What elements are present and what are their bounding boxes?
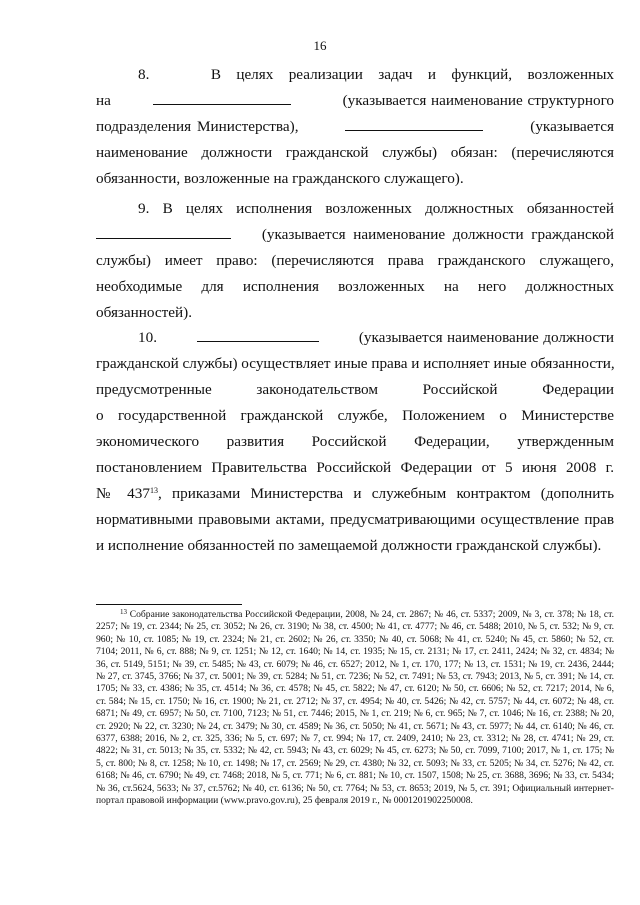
p10-line-1 <box>96 325 614 351</box>
p9-line-3: службы) имеет право: (перечисляются права гражданского служащего, <box>96 252 614 269</box>
p9-line-2 <box>96 222 614 248</box>
p8-line-2a: на <box>96 92 111 109</box>
footnote-ref-13[interactable]: 13 <box>149 486 158 495</box>
p9-line-5: обязанностей). <box>96 304 192 321</box>
p10-number: 10. <box>138 329 157 346</box>
footnote-text: Собрание законодательства Российской Федерации, 2008, № 24, ст. 2867; № 46, ст. 5337; 2009, № 3, ст. 378; № 18, ст. 2257; № 19, ст. 2344; № 25, ст. 3052; № 26, ст. 3190; № 38, ст. 4500; № 41, ст. 4777; № 46, ст. 5488; 2010, № 5, ст. 532; № 9, ст. 960; № 10, ст. 1085; № 19, ст. 2324; № 21, ст. 2602; № 26, ст. 3350; № 40, ст. 5068; № 41, ст. 5240; № 45, ст. 5860; № 52, ст. 7104; 2011, № 6, ст. 888; № 9, ст. 1251; № 12, ст. 1640; № 14, ст. 1935; № 15, ст. 2131; № 17, ст. 2411, 2424; № 32, ст. 4834; № 36, ст. 5149, 5151; № 39, ст. 5485; № 43, ст. 6079; № 46, ст. 6527; 2012, № 1, ст. 170, 177; № 13, ст. 1531; № 19, ст. 2436, 2444; № 27, ст. 3745, 3766; № 37, ст. 5001; № 39, ст. 5284; № 51, ст. 7236; № 52, ст. 7491; № 53, ст. 7943; 2013, № 5, ст. 391; № 14, ст. 1705; № 33, ст. 4386; № 35, ст. 4514; № 36, ст. 4578; № 45, ст. 5822; № 47, ст. 6120; № 50, ст. 6606; № 52, ст. 7217; 2014, № 6, ст. 584; № 15, ст. 1750; № 16, ст. 1900; № 21, ст. 2712; № 37, ст. 4954; № 40, ст. 5426; № 42, ст. 5757; № 44, ст. 6072; № 48, ст. 6871; № 49, ст. 6957; № 50, ст. 7100, 7123; № 51, ст. 7446; 2015, № 1, ст. 219; № 6, ст. 965; № 7, ст. 1046; № 16, ст. 2388; № 20, ст. 2920; № 22, ст. 3230; № 24, ст. 3479; № 30, ст. 4589; № 36, ст. 5050; № 41, ст. 5671; № 43, ст. 5977; № 44, ст. 6140; № 46, ст. 6377, 6388; 2016, № 2, ст. 325, 336; № 5, ст. 697; № 7, ст. 994; № 17, ст. 2409, 2410; № 23, ст. 3312; № 28, ст. 4741; № 29, ст. 4822; № 31, ст. 5013; № 35, ст. 5332; № 42, ст. 5943; № 43, ст. 6029; № 45, ст. 6273; № 50, ст. 7099, 7100; 2017, № 1, ст. 175; № 5, ст. 800; № 8, ст. 1258; № 10, ст. 1498; № 17, ст. 2569; № 29, ст. 4380; № 32, ст. 5093; № 33, ст. 5205; № 34, ст. 5276; № 42, ст. 6168; № 46, ст. 6790; № 49, ст. 7468; 2018, № 5, ст. 771; № 6, ст. 881; № 10, ст. 1507, 1508; № 25, ст. 3688, 3696; № 33, ст. 5434; № 36, ст.5624, 5633; № 37, ст.5762; № 40, ст. 6136; № 50, ст. 7764; № 53, ст. 8653; 2019, № 5, ст. 391; Официальный интернет-портал правовой информации (www.pravo.gov.ru), 25 февраля 2019 г., № 0001201902250008. <box>96 609 614 807</box>
p10-line-9: и исполнение обязанностей по замещаемой должности гражданской службы). <box>96 537 602 554</box>
p10-line-3: предусмотренные законодательством Российской Федерации <box>96 381 614 398</box>
footnote-mark: 13 <box>120 608 127 616</box>
p8-number: 8. <box>138 66 150 83</box>
blank-position-name <box>345 118 483 131</box>
p10-line-6: постановлением Правительства Российской Федерации от 5 июня 2008 г. <box>96 459 614 476</box>
p9-line-2-text: (указывается наименование должности гражданской <box>261 226 615 243</box>
paragraph-10 <box>96 325 614 559</box>
p8-line-3 <box>96 114 614 140</box>
footnote-divider <box>96 604 242 605</box>
p8-line-3a: подразделения Министерства), <box>96 118 299 135</box>
p8-line-5: обязанности, возложенные на гражданского служащего). <box>96 170 464 187</box>
p9-line-1 <box>96 196 614 222</box>
p9-line-1-text: 9. В целях исполнения возложенных должностных обязанностей <box>138 200 614 217</box>
p8-line-2 <box>96 88 614 114</box>
p10-line-5: экономического развития Российской Федерации, утвержденным <box>96 433 614 450</box>
p10-line-7b: , приказами Министерства и служебным контрактом (дополнить <box>157 485 614 502</box>
p8-line-3b: (указывается <box>530 118 615 135</box>
p10-line-1-text: (указывается наименование должности <box>358 329 615 346</box>
blank-position-name-3 <box>197 329 319 342</box>
p10-line-8: нормативными правовыми актами, предусматривающими осуществление прав <box>96 511 614 528</box>
footnote-13 <box>96 609 614 808</box>
page-number: 16 <box>313 38 327 53</box>
p9-line-4: необходимые для исполнения возложенных на него должностных <box>96 278 614 295</box>
blank-structural-unit <box>153 92 291 105</box>
p10-line-7 <box>96 481 614 507</box>
p8-line-4: наименование должности гражданской службы) обязан: (перечисляются <box>96 144 614 161</box>
p10-line-7a: № 437 <box>96 485 150 502</box>
paragraph-9 <box>96 196 614 326</box>
paragraph-8 <box>96 62 614 192</box>
p8-line-1-text: В целях реализации задач и функций, возложенных <box>210 66 615 83</box>
p10-line-4: о государственной гражданской службе, Положением о Министерстве <box>96 407 614 424</box>
p10-line-2: гражданской службы) осуществляет иные права и исполняет иные обязанности, <box>96 355 615 372</box>
blank-position-name-2 <box>96 226 231 239</box>
p8-line-2b: (указывается наименование структурного <box>342 92 615 109</box>
p8-line-1 <box>96 62 614 88</box>
